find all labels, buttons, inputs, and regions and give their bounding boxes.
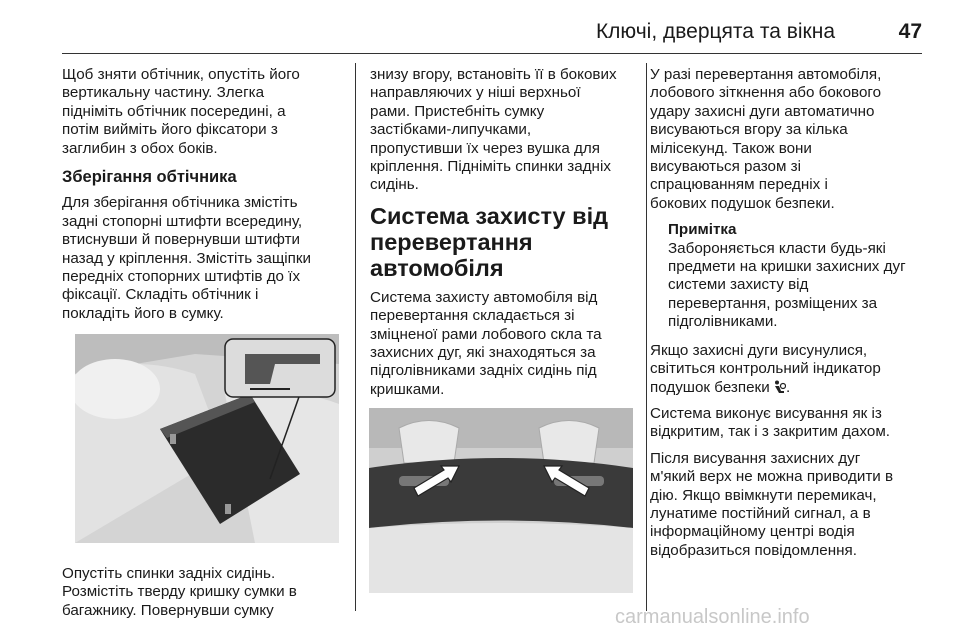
figure-rollover-bars xyxy=(369,408,633,593)
airbag-warning-icon xyxy=(774,379,786,396)
figure-wind-deflector-storage xyxy=(75,334,339,543)
header-rule xyxy=(62,53,922,54)
page-header xyxy=(0,0,960,50)
column-1: Щоб зняти обтічник, опустіть його вертикальну частину. Злегка підніміть обтічник посередині, а потім вийміть його фіксатори з заглибин з обох боків. Зберігання обтічника Для зберігання обтічника змістіть задні стопорні штифти всередину, втиснувши й повернувши штифти назад у кріплення. Змістіть защіпки передніх стопорних штифтів до їх фіксації. Складіть обтічник і покладіть його в сумку. xyxy=(62,58,344,331)
watermark: carmanualsonline.info xyxy=(615,606,810,628)
page-number: 47 xyxy=(898,20,922,43)
column-divider-1 xyxy=(355,63,356,611)
column-1-bottom: Опустіть спинки задніх сидінь. Розмістіть тверду кришку сумки в багажнику. Повернувши сумку xyxy=(62,565,297,619)
column-2: знизу вгору, встановіть її в бокових направляючих у ніші верхньої рами. Пристебніть сумку застібками-липучками, пропустивши їх через вушка для кріплення. Підніміть спинки задніх сидінь. Система захисту від перевертання автомобіля Система захисту автомобіля від перевертання складається зі зміцненої рами лобового скла та захисних дуг, які знаходяться за підголівниками задніх сидінь під кришками. xyxy=(370,58,642,407)
note-block: Примітка Забороняється класти будь-які предмети на кришки захисних дуг системи захисту від перевертання, розміщених за підголівниками. xyxy=(668,221,925,331)
note-title: Примітка xyxy=(668,221,737,239)
section-heading-storage: Зберігання обтічника xyxy=(62,168,237,187)
column-3: У разі перевертання автомобіля, лобового зіткнення або бокового удару захисні дуги автоматично висуваються вгору за кілька мілісекунд. Також вони висуваються разом зі спрацюванням передніх і бокових подушок безпеки. Примітка Забороняється класти будь-які предмети на кришки захисних дуг системи захисту від перевертання, розміщених за підголівниками. Якщо захисні дуги висунулися, світиться контрольний індикатор подушок безпеки . Система виконує висування як із відкритим, так і з закритим дахом. Після висування захисних дуг м'який верх не можна приводити в дію. Якщо ввімкнути перемикач, лунатиме постійний сигнал, а в інформаційному центрі водія відобразиться повідомлення. xyxy=(650,58,925,568)
column-divider-2 xyxy=(646,63,647,611)
section-heading-rollover: Система захисту від перевертання автомобіля xyxy=(370,202,609,281)
page-title: Ключі, дверцята та вікна xyxy=(595,20,835,43)
